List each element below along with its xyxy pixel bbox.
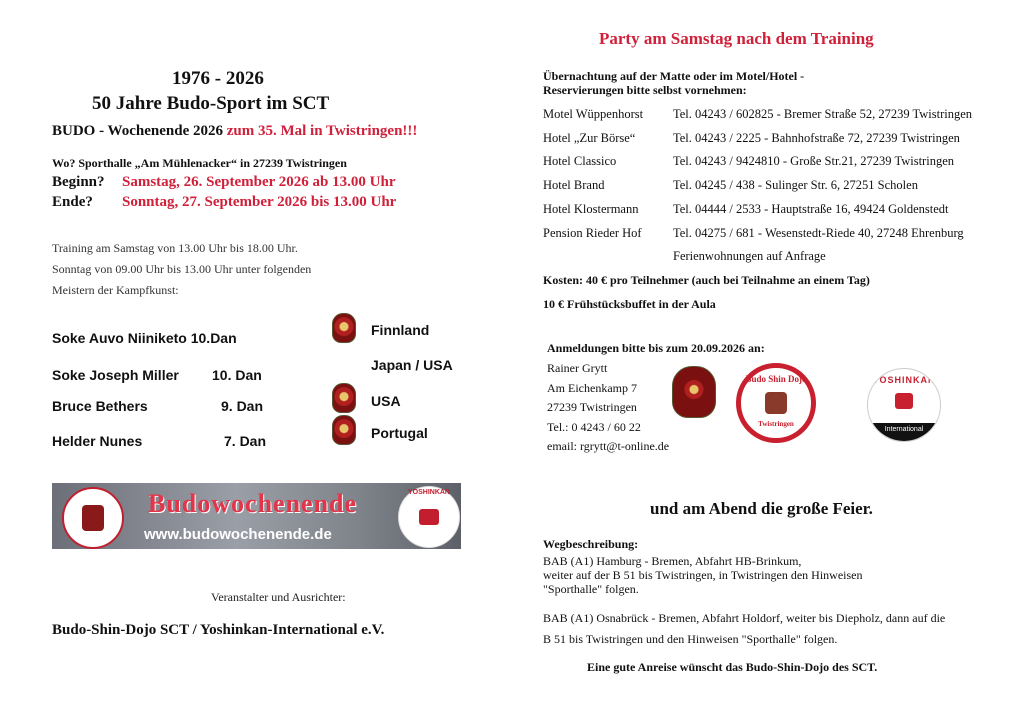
hotel-info: Tel. 04243 / 2225 - Bahnhofstraße 72, 27239 Twistringen (673, 131, 960, 145)
hotel-info: Tel. 04275 / 681 - Wesenstedt-Riede 40, 27248 Ehrenburg (673, 226, 964, 240)
dojo-logo-icon (62, 487, 124, 549)
end-value: Sonntag, 27. September 2026 bis 13.00 Uhr (122, 194, 397, 210)
hotel-name: Pension Rieder Hof (543, 226, 642, 240)
training-line: Meistern der Kampfkunst: (52, 283, 179, 297)
email-link[interactable]: email: rgrytt@t-online.de (547, 439, 670, 453)
hotel-info: Tel. 04243 / 602825 - Bremer Straße 52, 27239 Twistringen (673, 107, 973, 121)
route-line: weiter auf der B 51 bis Twistringen, in Twistringen den Hinweisen (543, 568, 863, 582)
master-name: Bruce Bethers (52, 398, 148, 414)
yoshinkan-top-text: YOSHINKAN (872, 375, 936, 385)
address-line: 27239 Twistringen (547, 400, 637, 414)
training-line: Training am Samstag von 13.00 Uhr bis 18.00 Uhr. (52, 241, 298, 255)
master-rank: 7. Dan (224, 433, 267, 449)
organizer-label: Veranstalter und Ausrichter: (211, 590, 346, 604)
yoshinkan-logo-icon (398, 486, 460, 548)
training-line: Sonntag von 09.00 Uhr bis 13.00 Uhr unter folgenden (52, 262, 312, 276)
yoshinkan-bottom-text: International (868, 423, 940, 441)
hotel-name: Motel Wüppenhorst (543, 107, 644, 121)
hotel-info: Tel. 04245 / 438 - Sulinger Str. 6, 27251 Scholen (673, 178, 918, 192)
hotel-name: Hotel Brand (543, 178, 605, 192)
stay-heading-line: Übernachtung auf der Matte oder im Motel/Hotel - (543, 69, 805, 83)
banner-title: Budowochenende (148, 489, 358, 518)
training-text (52, 238, 311, 301)
dojo-logo-text: Budo Shin Dojo (745, 374, 807, 384)
weekend-prefix: BUDO - Wochenende 2026 (52, 123, 227, 139)
year-range: 1976 - 2026 (172, 68, 264, 89)
begin-label: Beginn? (52, 174, 105, 190)
master-rank: 10. Dan (212, 367, 262, 383)
master-country: USA (371, 393, 401, 409)
route-line: BAB (A1) Osnabrück - Bremen, Abfahrt Holdorf, weiter bis Diepholz, dann auf die (543, 611, 946, 625)
hotel-info: Tel. 04243 / 9424810 - Große Str.21, 27239 Twistringen (673, 154, 954, 168)
master-country: Japan / USA (371, 357, 453, 373)
address-line: Am Eichenkamp 7 (547, 380, 637, 395)
evening-title: und am Abend die große Feier. (650, 499, 873, 518)
hotel-name: Hotel „Zur Börse“ (543, 131, 636, 145)
registration-heading: Anmeldungen bitte bis zum 20.09.2026 an: (547, 341, 765, 355)
hotel-name: Hotel Classico (543, 154, 617, 168)
address-line: Rainer Grytt (547, 361, 608, 375)
master-name: Soke Auvo Niiniketo 10.Dan (52, 330, 237, 346)
master-name: Soke Joseph Miller (52, 367, 179, 383)
begin-value: Samstag, 26. September 2026 ab 13.00 Uhr (122, 174, 396, 190)
address-line: Tel.: 0 4243 / 60 22 (547, 419, 641, 434)
holiday-flats: Ferienwohnungen auf Anfrage (673, 249, 826, 263)
budo-shin-dojo-logo-icon (736, 363, 816, 443)
route-heading: Wegbeschreibung: (543, 537, 639, 551)
end-label: Ende? (52, 194, 93, 210)
route-line: BAB (A1) Hamburg - Bremen, Abfahrt HB-Brinkum, (543, 554, 802, 568)
route-line: "Sporthalle" folgen. (543, 582, 639, 596)
weekend-highlight: zum 35. Mal in Twistringen!!! (226, 123, 418, 139)
federation-emblem-icon (332, 313, 356, 343)
master-country: Portugal (371, 425, 428, 441)
venue: Wo? Sporthalle „Am Mühlenacker“ in 27239 Twistringen (52, 156, 347, 170)
stay-heading (543, 69, 804, 97)
party-title: Party am Samstag nach dem Training (599, 29, 874, 48)
route-line: B 51 bis Twistringen und den Hinweisen "Sporthalle" folgen. (543, 632, 838, 646)
weekend-line (52, 123, 417, 140)
stay-heading-line: Reservierungen bitte selbst vornehmen: (543, 83, 747, 97)
banner-logo-text: YOSHINKAN (407, 489, 450, 496)
federation-emblem-icon (672, 366, 716, 418)
banner-url: www.budowochenende.de (144, 526, 332, 543)
dojo-logo-sub: Twistringen (758, 420, 794, 428)
banner[interactable] (52, 483, 461, 549)
breakfast-line: 10 € Frühstücksbuffet in der Aula (543, 297, 716, 311)
cost-line: Kosten: 40 € pro Teilnehmer (auch bei Teilnahme an einem Tag) (543, 273, 870, 287)
registration-address (547, 359, 669, 457)
hotel-info: Tel. 04444 / 2533 - Hauptstraße 16, 49424 Goldenstedt (673, 202, 949, 216)
anniversary-title: 50 Jahre Budo-Sport im SCT (92, 93, 330, 114)
master-country: Finnland (371, 322, 430, 338)
federation-emblem-icon (332, 383, 356, 413)
hotel-name: Hotel Klostermann (543, 202, 639, 216)
master-name: Helder Nunes (52, 433, 143, 449)
yoshinkan-international-logo-icon (867, 368, 941, 442)
route-a1-osnabrueck (543, 608, 945, 650)
route-a1-hamburg (543, 554, 863, 596)
master-rank: 9. Dan (221, 398, 264, 414)
organizer-name: Budo-Shin-Dojo SCT / Yoshinkan-International e.V. (52, 622, 385, 638)
federation-emblem-icon (332, 415, 356, 445)
closing-line: Eine gute Anreise wünscht das Budo-Shin-Dojo des SCT. (587, 660, 878, 674)
